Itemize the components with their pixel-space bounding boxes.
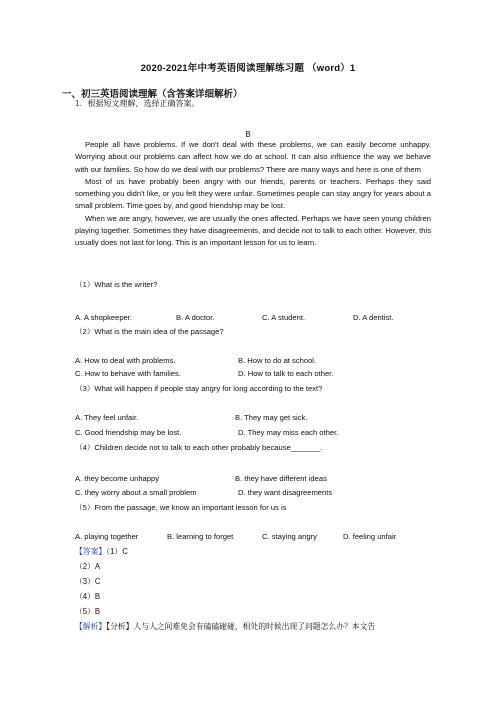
passage-body (75, 139, 431, 250)
option: A. they become unhappy (75, 474, 160, 483)
option: B. they have different ideas (235, 474, 327, 483)
answer-item: （2）A (75, 562, 101, 571)
question-label: （3）What will happen if people stay angry for long according to the text? (75, 384, 323, 393)
passage-paragraph: People all have problems. If we don't deal with these problems, we can easily become unhappy. Worrying about our problems can affect how we do at school. It can also influence the way we behave with our families. So how do we deal with our problems? There are many ways and here is one of them (75, 140, 431, 174)
analysis-text: 【分析】人与人之间难免会有磕磕碰碰，相处的时候出现了问题怎么办？本文告 (106, 622, 376, 631)
option: B. learning to forget (167, 532, 234, 541)
option: B. They may get sick. (235, 413, 308, 422)
option: A. playing together (75, 532, 139, 541)
option: C. How to behave with families. (75, 369, 181, 378)
option: A. A shopkeeper. (75, 313, 132, 322)
answer-item: （4）B (75, 592, 101, 601)
answer-item: （5）B (75, 607, 101, 616)
question-label: （5）From the passage, we know an important lesson for us is (75, 503, 287, 512)
passage-letter: B (245, 130, 251, 139)
instruction-text: 根据短文理解，选择正确答案。 (87, 99, 200, 108)
question-label: （2）What is the main idea of the passage? (75, 327, 224, 336)
option: A. They feel unfair. (75, 413, 139, 422)
passage-paragraph: When we are angry, however, we are usually the ones affected. Perhaps we have seen young children playing together. Sometimes they have disagreements, and decide not to talk to each other. However, this usually does not last for long. This is an important lesson for us to learn. (75, 213, 431, 248)
question-number: 1 (75, 99, 80, 108)
answer-line (75, 546, 128, 557)
question-label: （1）What is the writer? (75, 280, 158, 289)
option: A. How to deal with problems. (75, 356, 176, 365)
answer-tag: 【答案】 (75, 547, 107, 556)
analysis-line (75, 621, 375, 632)
instruction-line: 1．根据短文理解，选择正确答案。 (75, 99, 200, 108)
option: B. How to do at school. (238, 356, 317, 365)
section-heading: 一、初三英语阅读理解（含答案详细解析） (62, 89, 243, 100)
option: D. They may miss each other. (238, 428, 339, 437)
option: D. they want disagreements (238, 488, 333, 497)
option: C. Good friendship may be lost. (75, 428, 182, 437)
option: C. A student. (262, 313, 306, 322)
analysis-tag: 【解析】 (75, 622, 107, 631)
option: D. A dentist. (353, 313, 394, 322)
passage-paragraph: Most of us have probably been angry with our friends, parents or teachers. Perhaps they said something you didn't like, or you felt they were unfair. Sometimes people can stay angry for years about a small problem. Time goes by, and good friendship may be lost. (75, 176, 431, 211)
answer-item: （3）C (75, 577, 101, 586)
option: D. How to talk to each other. (238, 369, 334, 378)
answer-item: （1）C (106, 547, 128, 556)
question-label: （4）Children decide not to talk to each other probably because_______. (75, 443, 323, 452)
option: C. they worry about a small problem (75, 488, 197, 497)
option: D. feeling unfair (343, 532, 397, 541)
option: B. A doctor. (176, 313, 215, 322)
document-title: 2020-2021年中考英语阅读理解练习题 （word）1 (140, 63, 356, 74)
option: C. staying angry (262, 532, 317, 541)
